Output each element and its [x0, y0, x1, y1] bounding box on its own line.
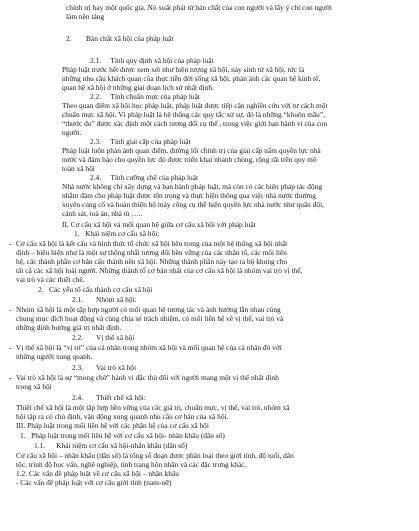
- item-2-1-line-1: Nhóm xã hội là một tập hợp người có mối quan hệ tương tác và ảnh hưởng lẫn nhau cùng: [16, 305, 281, 314]
- subsection-2-1-line-2: những nhu cầu khách quan của thực tiễn đời sống xã hội, phản ánh các quan hệ kinh tế,: [62, 74, 321, 83]
- definition-bullet: -: [9, 239, 12, 248]
- part-iii-item-1-2-bullet: - Các vấn đề pháp luật với cơ cấu giới tính (nam-nữ): [16, 478, 172, 487]
- definition-line-5: vai trò và các thiết chế.: [16, 275, 85, 284]
- item-2-3-bullet: -: [9, 373, 12, 382]
- part-iii-heading: III. Pháp luật trong mối liên hệ với các phân hệ của cơ cấu xã hội: [16, 421, 209, 430]
- subsection-2-2-title: 2.2. Tính chuẩn mực của pháp luật: [90, 92, 200, 101]
- part-iii-item-1-1-line-1: Cơ cấu xã hội – nhân khẩu (dân số) là tổng số đoạn được phân loại theo giới tính, độ tuổi, dân: [16, 451, 294, 460]
- item-2-2-line-2: những người xung quanh.: [16, 352, 93, 361]
- subsection-2-4-title: 2.4. Tính cưỡng chế của pháp luật: [90, 173, 199, 182]
- subsection-2-4-line-2: nhằm đảm cho pháp luật được tôn trọng và thực hiện thông qua việc nhà nước thường: [62, 191, 316, 200]
- part-iii-item-1-2: 1.2. Các vấn đề pháp luật về cơ cấu xã hội – nhân khẩu: [16, 469, 179, 478]
- definition-line-3: hệ, các thành phần cơ bản cấu thành nên xã hội. Những thành phần này tạo ra bộ khung cho: [16, 257, 288, 266]
- item-2-1-line-2: chung mục đích hoạt động và cùng chia sẻ trách nhiệm, có mối liên hệ về vị thế, vai trò và: [16, 314, 284, 323]
- part-iii-item-1: 1. Pháp luật trong mối liên hệ với cơ cấu xã hội- nhân khẩu (dân số): [20, 431, 225, 440]
- subsection-2-1-line-1: Pháp luật trước hết được xem xét như hiện tượng xã hội, này sinh từ xã hội, tức là: [62, 65, 305, 74]
- item-2-1-bullet: -: [9, 305, 12, 314]
- subsection-2-3-line-3: toàn xã hội: [62, 164, 95, 173]
- item-2-4-line-2: hội tập ra có chủ định, vận động xung quanh nhu cầu cơ bản của xã hội.: [16, 412, 229, 421]
- section-2-heading: Bản chất xã hội của pháp luật: [86, 34, 174, 43]
- subsection-2-3-line-1: Pháp luật luôn phản ánh quan điểm, đường lối chính trị của giai cấp nắm quyền lực nhà: [62, 146, 321, 155]
- subsection-2-2-line-2: chuẩn mực xã hội. Vì pháp luật là hệ thống các quy tắc xử sự, đó là những “khuôn mẫu”,: [62, 110, 325, 119]
- item-2-3-line-2: trong xã hội: [16, 382, 52, 391]
- item-2-2-line-1: Vị thế xã hội là “vị trí” của cá nhân trong nhóm xã hội và mối quan hệ của cá nhân đó với: [16, 343, 282, 352]
- item-2-1-line-3: những định hướng giá trị nhất định.: [16, 323, 122, 332]
- subsection-2-2-line-3: “thước đo” được xác định một cách tương đối cụ thể , trong việc giới hạn hành vi của con: [62, 119, 328, 128]
- part-ii-heading: II, Cơ cấu xã hội và mối quan hệ giữa cơ cấu xã hội với pháp luật: [62, 220, 256, 229]
- part-iii-item-1-1: 1.1. Khái niệm cơ cấu xã hội-nhân khẩu (dân số): [34, 441, 188, 450]
- item-2-4-line-1: Thiết chế xã hội là một tập hợp bền vững của các giá trị, chuẩn mực, vị thế, vai trò, nhóm xã: [16, 403, 290, 412]
- subsection-2-2-line-4: người.: [62, 128, 82, 137]
- item-2-4-title: 2.4. Thiết chế xã hội:: [72, 393, 146, 402]
- part-ii-sub-1: 1. Khái niệm cơ cấu xã hội:: [74, 229, 160, 238]
- subsection-2-3-line-2: nước và đảm bảo cho quyền lực đó được triển khai nhanh chóng, rộng rãi trên quy mô: [62, 155, 317, 164]
- item-2-1-title: 2.1. Nhóm xã hội:: [72, 295, 137, 304]
- subsection-2-1-title: 2.1. Tính quy định xã hội của pháp luật: [90, 56, 214, 65]
- item-2-3-line-1: Vai trò xã hội là sự “mong chờ” hành vi đặc thù đối với người mang một vị thế nhất định: [16, 373, 279, 382]
- subsection-2-4-line-4: cảnh sát, toà án, nhà tù …..: [62, 209, 143, 218]
- definition-line-2: định – biểu hiện như là một sự thống nhất tương đối bền vững của các nhân tố, các mối liên: [16, 248, 287, 257]
- subsection-2-3-title: 2.3. Tính giai cấp của pháp luật: [90, 137, 191, 146]
- section-2-number: 2.: [66, 34, 72, 43]
- item-2-2-title: 2.2. Vị thế xã hội: [72, 333, 135, 342]
- part-ii-sub-2: 2. Các yếu tố cấu thành cơ cấu xã hội: [38, 285, 153, 294]
- part-iii-item-1-1-line-2: tộc, trình độ học vấn, nghề nghiệp, tình trạng hôn nhân và các đặc trưng khác.: [16, 460, 247, 469]
- intro-line-2: làm nền tảng: [66, 12, 105, 21]
- definition-line-4: tất cả các xã hội loài người. Những thành tố cơ bản nhất của cơ cấu xã hội là nhóm vai trò vị thế,: [16, 266, 303, 275]
- intro-line-1: chính trị hay một quốc gia. Nó xuất phát từ bản chất của con người và lấy ý chí con người: [66, 3, 332, 12]
- subsection-2-2-line-1: Theo quan điểm xã hội học pháp luật, pháp luật được tiếp cận nghiên cứu với tư cách một: [62, 101, 328, 110]
- subsection-2-4-line-3: xuyên củng cố và hoàn thiện bộ máy công cụ thể hiện quyền lực nhà nước như quân đội,: [62, 200, 325, 209]
- item-2-3-title: 2.3. Vai trò xã hội: [72, 363, 137, 372]
- subsection-2-4-line-1: Nhà nước không chỉ xây dựng và ban hành pháp luật, mà còn có các biện pháp tác động: [62, 182, 323, 191]
- definition-line-1: Cơ cấu xã hội là kết cấu và hình thức tổ chức xã hội bên trong của một hệ thống xã hội nhất: [16, 239, 288, 248]
- item-2-2-bullet: -: [9, 343, 12, 352]
- subsection-2-1-line-3: quan hệ xã hội ở những giai đoạn lịch sử nhất định.: [62, 83, 214, 92]
